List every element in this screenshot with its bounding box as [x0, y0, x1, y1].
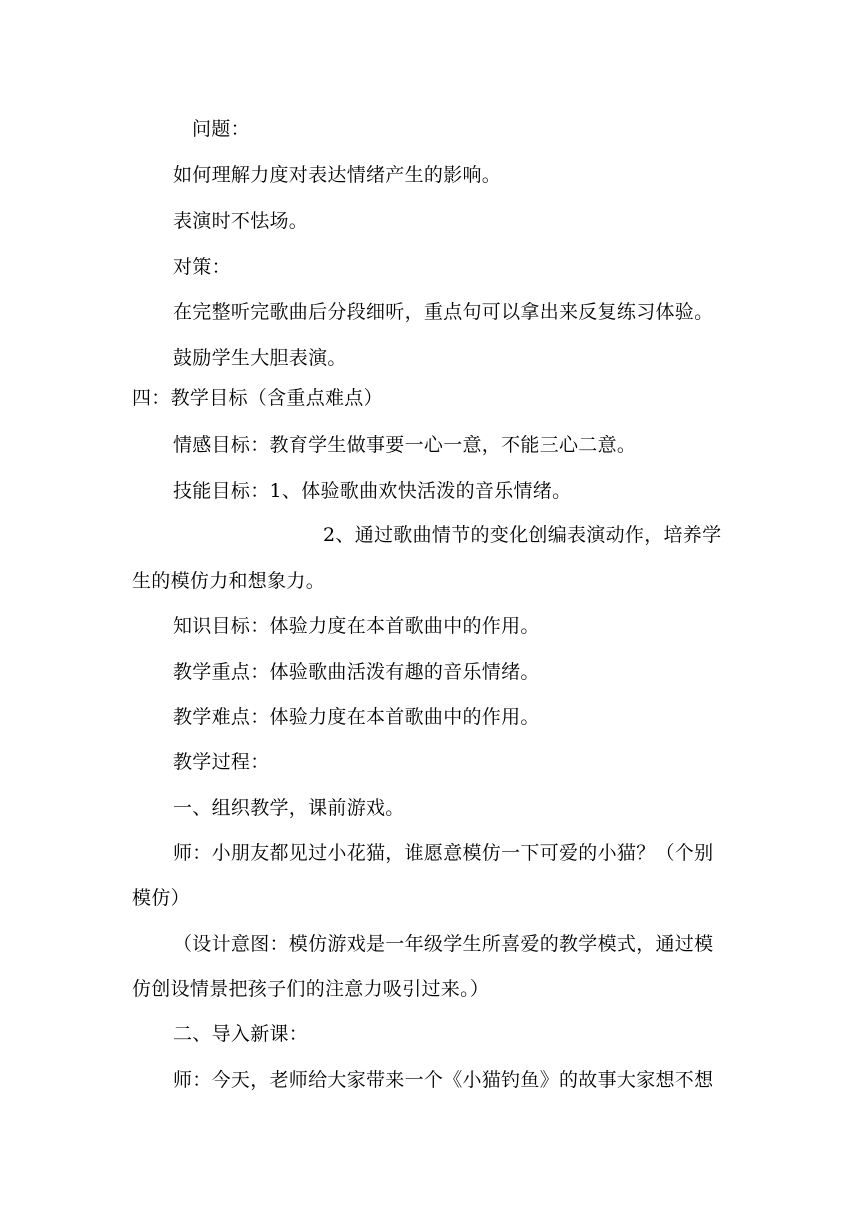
text-line: 情感目标：教育学生做事要一心一意，不能三心二意。 [173, 434, 637, 456]
text-line: 2、通过歌曲情节的变化创编表演动作，培养学 [323, 524, 722, 546]
text-line: 表演时不怯场。 [173, 210, 309, 232]
text-line: 问题： [192, 118, 250, 140]
text-line: （设计意图：模仿游戏是一年级学生所喜爱的教学模式，通过模 [173, 933, 714, 955]
text-line: 模仿） [132, 887, 190, 909]
section-heading: 四：教学目标（含重点难点） [132, 387, 383, 409]
text-line: 一、组织教学，课前游戏。 [173, 797, 405, 819]
text-line: 知识目标：体验力度在本首歌曲中的作用。 [173, 615, 540, 637]
text-line: 教学难点：体验力度在本首歌曲中的作用。 [173, 706, 540, 728]
text-line: 教学过程： [173, 751, 270, 773]
text-line: 师：小朋友都见过小花猫，谁愿意模仿一下可爱的小猫？（个别 [173, 842, 714, 864]
text-line: 对策： [173, 256, 231, 278]
text-line: 鼓励学生大胆表演。 [173, 347, 347, 369]
text-line: 教学重点：体验歌曲活泼有趣的音乐情绪。 [173, 661, 540, 683]
text-line: 在完整听完歌曲后分段细听，重点句可以拿出来反复练习体验。 [173, 301, 714, 323]
text-line: 仿创设情景把孩子们的注意力吸引过来。） [132, 978, 490, 1000]
text-line: 如何理解力度对表达情绪产生的影响。 [173, 164, 502, 186]
text-line: 技能目标：1、体验歌曲欢快活泼的音乐情绪。 [173, 480, 572, 502]
text-line: 二、导入新课： [173, 1023, 309, 1045]
text-line: 生的模仿力和想象力。 [132, 570, 326, 592]
text-line: 师：今天，老师给大家带来一个《小猫钓鱼》的故事大家想不想 [173, 1069, 714, 1091]
